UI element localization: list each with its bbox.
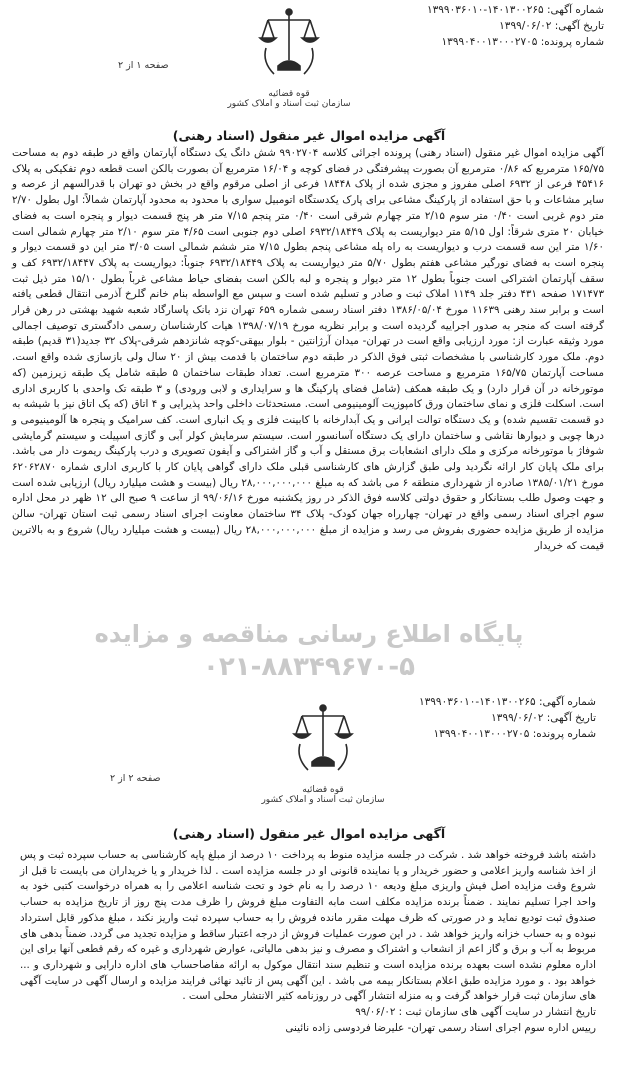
notice-body: آگهی مزایده اموال غیر منقول (اسناد رهنی) پرونده اجرائی کلاسه ۹۹۰۲۷۰۴ شش دانگ یک دستگاه آپارتمان واقع در طبقه دوم به مساحت ۱۶۵/۷۵ مترمربع که ۰/۸۶ مترمربع آن بصورت پیشرفتگی در فضای کوچه و ۱۶/۰۴ مترمربع آن بصورت بالکن است قطعه دوم تفکیکی به پلاک ۴۵۴۱۶ فرعی از ۶۹۳۲ اصلی مفروز و مجزی شده از پلاک ۱۸۴۴۸ فرعی از اصلی مرقوم واقع در بخش دو تهران با قدرالسهم از عرصه و سایر مشاعات و با حق استفاده از پارکینگ مشاعی برای پارک یکدستگاه اتومبیل سواری با محدود به محدود آپارتمان شمالاً: اول بطول ۲/۷۰ متر دوم غربی است ۰/۴۰ متر سوم ۲/۱۵ متر چهارم شرقی است ۰/۴۰ متر پنجم ۷/۱۵ متر هر پنج قسمت دیوار و پنجره است به فضای خیابان ۲۰ متری شرقاً: اول ۵/۱۵ متر دیواریست به پلاک ۶۹۳۲/۱۸۴۴۹ اصلی دوم جنوبی است ۴/۶۵ متر سوم ۲/۱۰ متر چهارم شمالی است ۱/۶۰ متر این سه قسمت درب و دیواریست به راه پله مشاعی پنجم بطول ۷/۱۵ متر ششم شمالی است ۳/۰۵ متر این دو قسمت دیوار و پنجره است به فضای نورگیر مشاعی هفتم بطول ۵/۷۰ متر دیواریست به پلاک ۶۹۳۲/۱۸۴۴۹ جنوباً: دیواریست به پلاک ۶۹۳۲/۱۸۴۴۷ کف و سقف آپارتمان اشتراکی است جنوباً بطول ۱۲ متر دیوار و پنجره و لبه بالکن است بفضای حیاط مشاعی غرباً بطول ۱۵/۱۰ متر ذیل ثبت ۱۷۱۴۷۳ صفحه ۴۳۱ دفتر جلد ۱۱۴۹ املاک ثبت و صادر و تسلیم شده است و سپس مع الواسطه بنام خانم گلرخ آذرمی انتقال قطعی یافته است و برابر سند رهنی ۱۱۶۳۹ مورخ ۱۳۸۶/۰۵/۰۴ دفتر اسناد رسمی شماره ۶۵۹ تهران نزد بانک پاسارگاد شعبه شهید بهشتی در رهن قرار گرفته است که منجر به صدور اجراییه گردیده است و برابر نظریه مورخ ۱۳۹۸/۰۷/۱۹ هیات کارشناسان رسمی دادگستری توصیف اجمالی مورد وثیقه عبارت از: مورد ارزیابی واقع است در تهران- میدان آرژانتین - بلوار بیهقی-کوچه شانزدهم شرقی-پلاک ۳۲ جدید(۳۱ قدیم) طبقه دوم. ملک مورد کارشناسی با مشخصات ثبتی فوق الذکر در طبقه دوم ساختمان با قدمت بیش از ۲۰ سال ولی بازسازی شده واقع است. مساحت آپارتمان ۱۶۵/۷۵ مترمربع و مساحت عرصه ۳۰۰ مترمربع است. تعداد طبقات ساختمان ۵ طبقه شامل یک طبقه زیرزمین (که موتورخانه در آن قرار دارد) و یک طبقه همکف (شامل فضای پارکینگ ها و سرایداری و لابی ورودی) و ۳ طبقه تک واحدی با کاربری اداری است. اسکلت فلزی و نمای ساختمان ورق کامپوزیت آلومینیومی است. مستحدثات داخلی واحد پذیرایی و ۴ اتاق (که یک اتاق نیز با شیشه به دو قسمت تقسیم شده) و یک دستگاه توالت ایرانی و یک آبدارخانه با کابینت فلزی و یک انباری است. کف سرامیک و پنجره ها آلومینیومی و درها چوبی و دیوارها نقاشی و ساختمان دارای یک دستگاه آسانسور است. سیستم سرمایش کولر آبی و گازی اسپیلت و سیستم گرمایشی شوفاژ با موتورخانه مرکزی و ملک دارای انشعابات برق مستقل و آب و گاز اشتراکی و آیفون تصویری و درب پارکینگ ریموت دار می باشد. برای ملک پایان کار ارائه نگردید ولی طبق گزارش های کارشناسی قبلی ملک دارای گواهی پایان کار با کاربری اداری شماره ۶۲۰۶۲۸۷۰ مورخ ۱۳۸۵/۰۱/۲۱ صادره از شهرداری منطقه ۶ می باشد که به مبلغ ۲۸,۰۰۰,۰۰۰,۰۰۰ ریال (بیست و هشت میلیارد ریال) ارزیابی شده است و جهت وصول طلب بستانکار و حقوق دولتی کلاسه فوق الذکر در روز یکشنبه مورخ ۹۹/۰۶/۱۶ از ساعت ۹ صبح الی ۱۲ ظهر در محل اداره سوم اجرای اسناد رسمی واقع در تهران- چهارراه جهان کودک- پلاک ۳۴ ساختمان معاونت اجرای اسناد رسمی ثبت استان تهران- سالن مزایده از طریق مزایده حضوری بفروش می رسد و مزایده از مبلغ ۲۸,۰۰۰,۰۰۰,۰۰۰ ریال (بیست و هشت میلیارد ریال) شروع و به بالاترین قیمت که خریدار (12, 147, 605, 552)
signature: رییس اداره سوم اجرای اسناد رسمی تهران- علیرضا فردوسی زاده نائینی (285, 1021, 596, 1034)
notice-number: شماره آگهی: ۱۴۰۱۳۰۰۲۶۵-۱۳۹۹۰۳۶۰۱۰ (419, 696, 596, 708)
notice-page-2 (0, 690, 618, 1086)
registry-org-label: سازمان ثبت اسناد و املاک کشور (227, 99, 351, 109)
page-number: صفحه ۲ از ۲ (110, 773, 161, 784)
watermark-title: پایگاه اطلاع رسانی مناقصه و مزایده (94, 620, 524, 648)
notice-title: آگهی مزایده اموال غیر منقول (اسناد رهنی) (172, 826, 446, 841)
file-number: شماره پرونده: ۱۳۹۹۰۴۰۰۱۳۰۰۰۲۷۰۵ (433, 728, 596, 740)
notice-meta (427, 2, 604, 50)
notice-date: تاریخ آگهی: ۱۳۹۹/۰۶/۰۲ (491, 712, 596, 724)
page-number: صفحه ۱ از ۲ (118, 60, 169, 71)
notice-date: تاریخ آگهی: ۱۳۹۹/۰۶/۰۲ (499, 20, 604, 32)
registry-org-label: سازمان ثبت اسناد و املاک کشور (261, 795, 385, 805)
watermark-phone: ۰۲۱-۸۸۳۴۹۶۷۰-۵ (202, 652, 415, 682)
notice-body-continued (20, 848, 596, 1036)
judiciary-label: قوه قضائیه (268, 89, 310, 99)
notice-body-text: داشته باشد فروخته خواهد شد . شرکت در جلسه مزایده منوط به پرداخت ۱۰ درصد از مبلغ پایه کارشناسی به حساب سپرده ثبت و پس از اخذ شناسه واریز اعلامی و حضور خریدار و یا نماینده قانونی او در جلسه مزایده است . لذا خریدار و یا خریداران می بایست تا قبل از شروع وقت مزایده اصل فیش واریزی مبلغ ودیعه ۱۰ درصد را به نام خود و تحت شناسه اعلامی را به همراه درخواست کتبی خود به واحد اجرا تسلیم نمایند . ضمناً برنده مزایده مکلف است مابه التفاوت مبلغ فروش را ظرف مدت پنج روز از تاریخ مزایده به حساب صندوق ثبت تودیع نماید و در صورتی که ظرف مهلت مقرر مانده فروش را به حساب سپرده ثبت واریز نکند ، مبلغ مذکور قابل استرداد نبوده و به حساب خزانه واریز خواهد شد . در این صورت عملیات فروش از درجه اعتبار ساقط و مزایده تجدید می گردد. ضمناً بدهی های مربوط به آب و برق و گاز اعم از انشعاب و اشتراک و مصرف و نیز بدهی مالیاتی، عوارض شهرداری و غیره که رقم قطعی آنها برای این اداره معلوم نشده است بعهده برنده مزایده است و تنظیم سند انتقال موکول به ارائه مفاصاحساب های اداره دارایی و شهرداری و ... خواهد بود . و مورد مزایده طبق اعلام بستانکار بیمه می باشد . این آگهی پس از تائید نهائی فرایند مزایده و ارسال آگهی در سایت آگهی های سازمان ثبت قرار خواهد گرفت و به منزله انتشار آگهی در روزنامه کثیر الانتشار محلی است . (20, 849, 597, 1003)
scales-of-justice-icon (254, 4, 324, 86)
publication-date: تاریخ انتشار در سایت آگهی های سازمان ثبت : ۹۹/۰۶/۰۲ (355, 1006, 596, 1019)
judiciary-emblem (258, 700, 388, 805)
judiciary-label: قوه قضائیه (302, 785, 344, 795)
notice-meta (419, 694, 596, 742)
notice-title: آگهی مزایده اموال غیر منقول (اسناد رهنی) (172, 128, 446, 143)
scales-of-justice-icon (288, 700, 358, 782)
file-number: شماره پرونده: ۱۳۹۹۰۴۰۰۱۳۰۰۰۲۷۰۵ (441, 36, 604, 48)
judiciary-emblem (224, 4, 354, 109)
notice-number: شماره آگهی: ۱۴۰۱۳۰۰۲۶۵-۱۳۹۹۰۳۶۰۱۰ (427, 4, 604, 16)
